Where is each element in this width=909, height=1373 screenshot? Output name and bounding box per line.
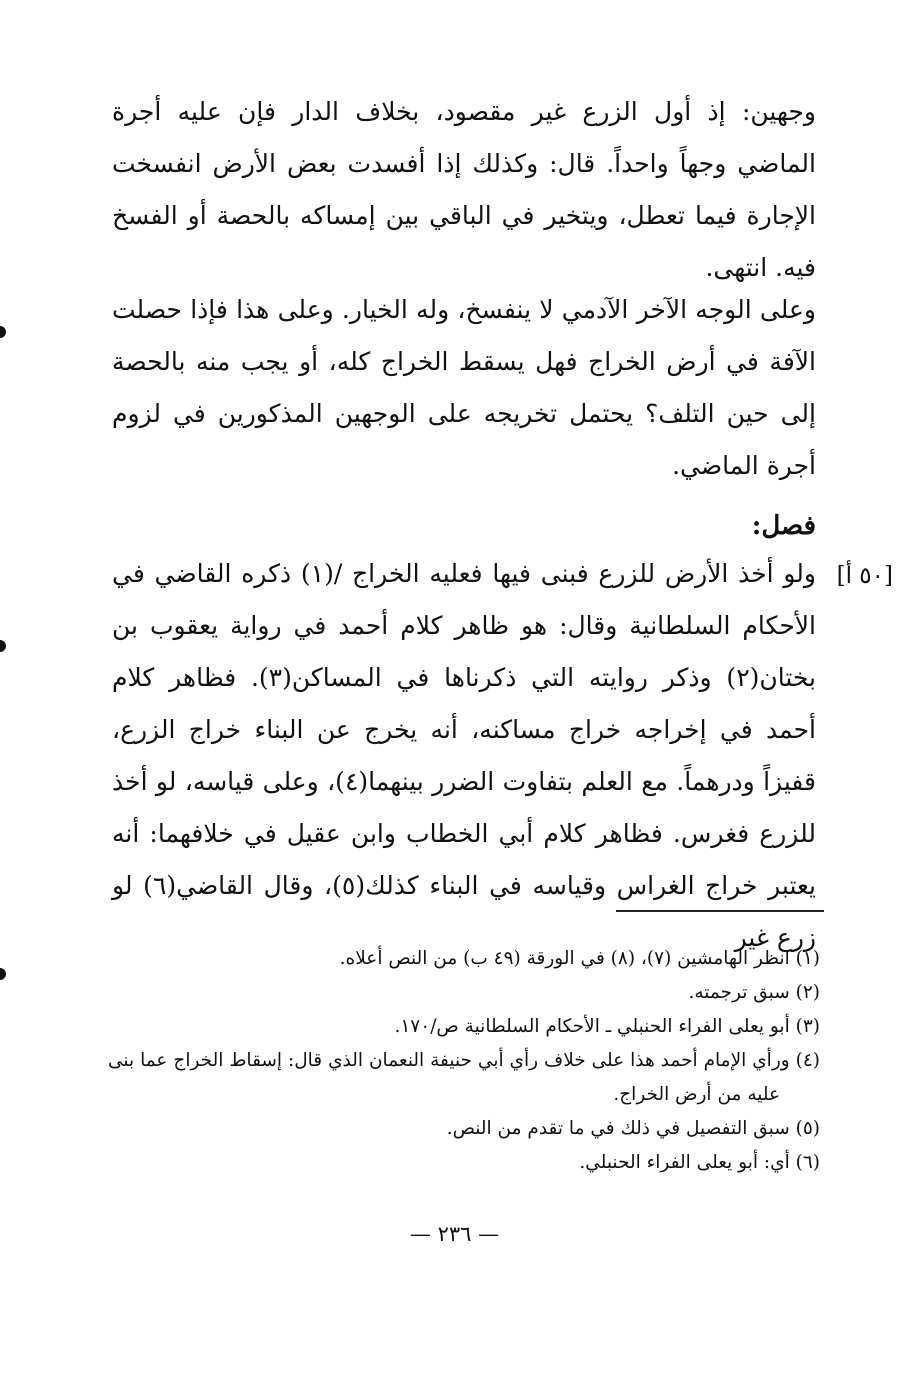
body-paragraph-1: وجهين: إذ أول الزرع غير مقصود، بخلاف الدار فإن عليه أجرة الماضي وجهاً واحداً. قال: وكذلك إذا أفسدت بعض الأرض انفسخت الإجارة فيما تعطل، ويتخير في الباقي بين إمساكه بالحصة أو الفسخ فيه. انتهى. [112, 97, 816, 282]
body-paragraph-2: وعلى الوجه الآخر الآدمي لا ينفسخ، وله الخيار. وعلى هذا فإذا حصلت الآفة في أرض الخراج فهل يسقط الخراج كله، أو يجب منه بالحصة إلى حين التلف؟ يحتمل تخريجه على الوجهين المذكورين في لزوم أجرة الماضي. [112, 295, 816, 480]
footnote-6: (٦) أي: أبو يعلى الفراء الحنبلي. [579, 1152, 820, 1173]
footnote-5: (٥) سبق التفصيل في ذلك في ما تقدم من النص. [446, 1118, 820, 1139]
footnote-3: (٣) أبو يعلى الفراء الحنبلي ـ الأحكام السلطانية ص/١٧٠. [394, 1016, 820, 1037]
footnote-4: (٤) ورأي الإمام أحمد هذا على خلاف رأي أبي حنيفة النعمان الذي قال: إسقاط الخراج عما بنى عليه من أرض الخراج. [108, 1050, 820, 1105]
footnotes-list [108, 942, 820, 1180]
footnote-1: (١) انظر الهامشين (٧)، (٨) في الورقة (٤٩ ب) من النص أعلاه. [339, 948, 820, 969]
body-paragraph-3: ولو أخذ الأرض للزرع فبنى فيها فعليه الخراج /(١) ذكره القاضي في الأحكام السلطانية وقال: هو ظاهر كلام أحمد في رواية يعقوب بن بختان(٢) وذكر روايته التي ذكرناها في المساكن(٣). فظاهر كلام أحمد في إخراجه خراج مساكنه، أنه يخرج عن البناء خراج الزرع، قفيزاً ودرهماً. مع العلم بتفاوت الضرر بينهما(٤)، وعلى قياسه، لو أخذ للزرع فغرس. فظاهر كلام أبي الخطاب وابن عقيل في خلافهما: أنه يعتبر خراج الغراس وقياسه في البناء كذلك(٥)، وقال القاضي(٦) لو زرع غير [112, 559, 817, 952]
section-heading: فصل: [751, 511, 816, 541]
manuscript-folio-marker: [٥٠ أ] [836, 563, 893, 589]
scan-edge-mark [0, 326, 6, 338]
scan-edge-mark [0, 640, 6, 652]
page-number: — ٢٣٦ — [409, 1222, 500, 1246]
footnote-2: (٢) سبق ترجمته. [688, 982, 820, 1003]
footnote-divider [616, 910, 824, 912]
scan-edge-mark [0, 968, 6, 980]
